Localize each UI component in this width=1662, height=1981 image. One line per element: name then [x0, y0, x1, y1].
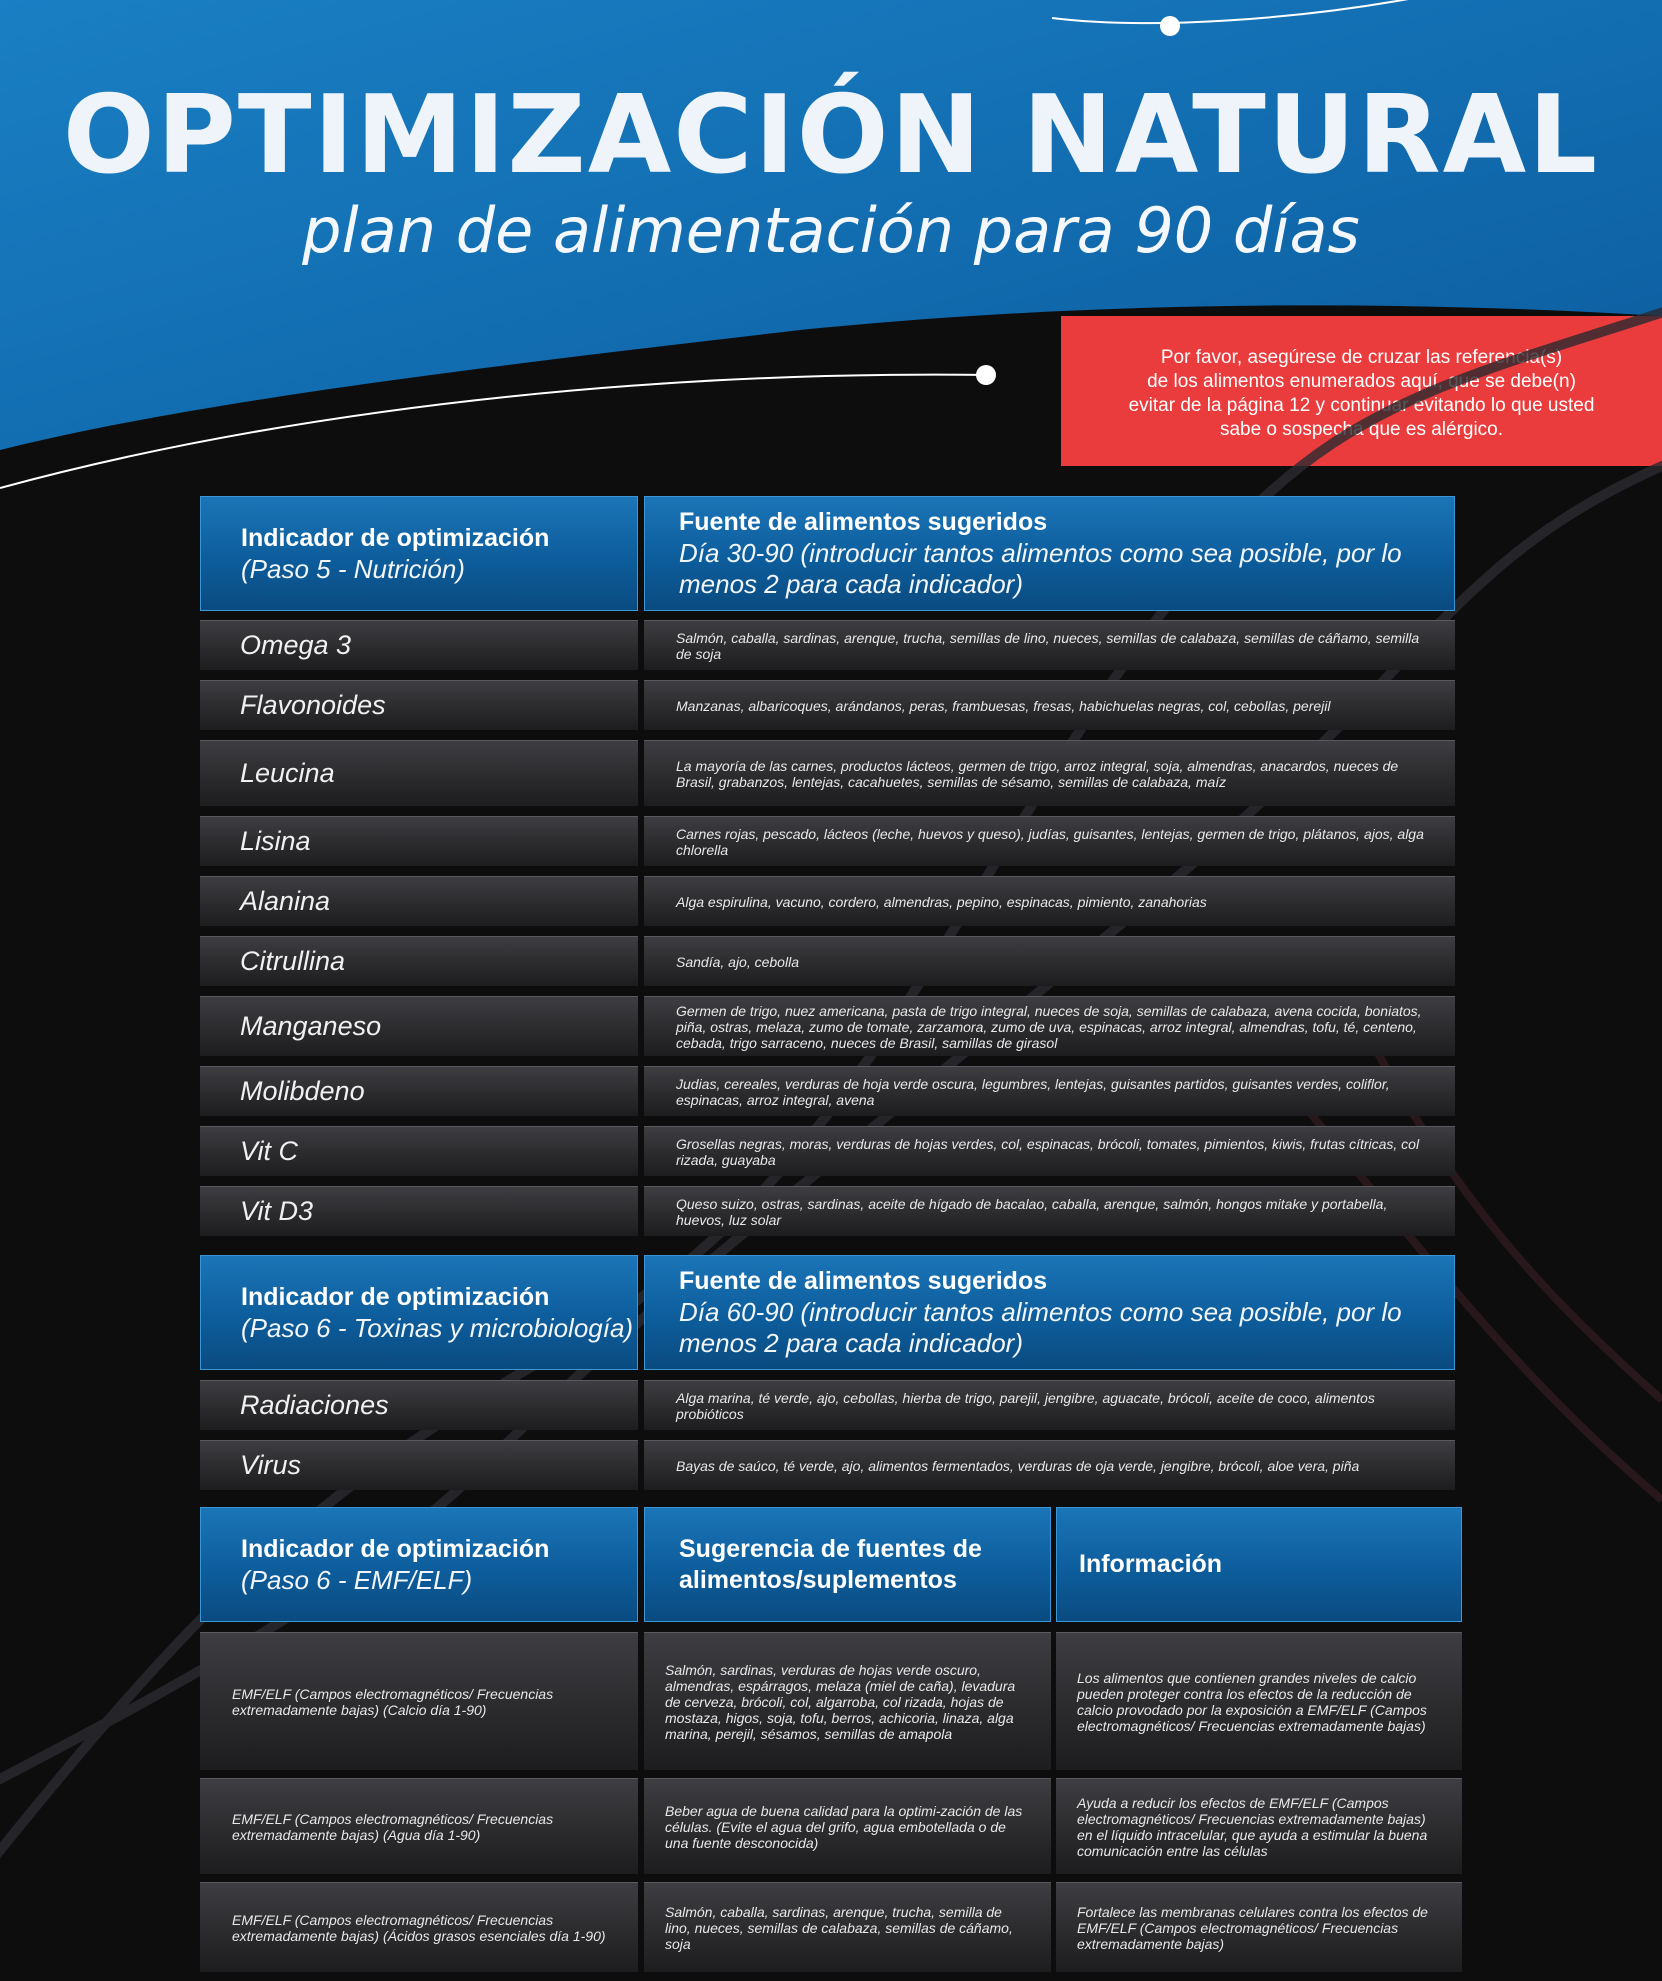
notice-line: evitar de la página 12 y continuar evitando lo que usted [1128, 395, 1595, 416]
table3-header-info-title: Información [1079, 1550, 1223, 1578]
table1-row-foods [644, 1186, 1455, 1236]
foods-text: Grosellas negras, moras, verduras de hojas verdes, col, espinacas, brócoli, tomates, pimientos, kiwis, frutas cítricas, col rizada, guayaba [676, 1135, 1420, 1168]
table1-row-indicator [200, 1066, 638, 1116]
table1-row-foods [644, 1066, 1455, 1116]
indicator-label: Alanina [240, 886, 331, 916]
foods-text: Alga espirulina, vacuno, cordero, almendras, pepino, espinacas, pimiento, zanahorias [676, 893, 1207, 910]
table2-header-step: (Paso 6 - Toxinas y microbiología) [241, 1312, 634, 1343]
notice-line: de los alimentos enumerados aquí, que se debe(n) [1147, 371, 1576, 392]
table3-row-sources [644, 1882, 1051, 1972]
table1-row-indicator [200, 816, 638, 866]
table1-row-indicator [200, 996, 638, 1056]
info-text: Fortalece las membranas celulares contra los efectos de EMF/ELF (Campos electromagnéticos/ Frecuencias extremadamente bajas) [1077, 1903, 1428, 1952]
notice-line: sabe o sospecha que es alérgico. [1219, 419, 1504, 440]
table1-row-indicator [200, 1126, 638, 1176]
table3-header-sources [644, 1507, 1051, 1622]
table1-row-foods [644, 1126, 1455, 1176]
table1-header-indicator [200, 496, 638, 611]
table1-header-foods-title: Fuente de alimentos sugeridos [679, 508, 1048, 536]
foods-text: Alga marina, té verde, ajo, cebollas, hierba de trigo, parejil, jengibre, aguacate, brócoli, aceite de coco, alimentos probióticos [676, 1389, 1375, 1422]
table3-header-sources-title: Sugerencia de fuentes de alimentos/suplementos [679, 1534, 982, 1594]
foods-text: Queso suizo, ostras, sardinas, aceite de hígado de bacalao, caballa, arenque, salmón, hongos mitake y portabella, huevos, luz solar [676, 1195, 1388, 1228]
indicator-label: Citrullina [240, 946, 346, 976]
info-text: Los alimentos que contienen grandes niveles de calcio pueden proteger contra los efectos de la reducción de calcio provodado por la exposición a EMF/ELF (Campos electromagnéticos/ Frecuencias extremadamente bajas) [1077, 1669, 1427, 1734]
table1-header-title: Indicador de optimización [241, 523, 550, 552]
table3-row-sources [644, 1632, 1051, 1770]
foods-text: Sandía, ajo, cebolla [676, 953, 799, 970]
table1-row-indicator [200, 740, 638, 806]
table2-header-indicator [200, 1255, 638, 1370]
table3-row-sources [644, 1778, 1051, 1874]
foods-text: Bayas de saúco, té verde, ajo, alimentos fermentados, verduras de oja verde, jengibre, brócoli, aloe vera, piña [676, 1457, 1360, 1474]
table2-row-indicator [200, 1440, 638, 1490]
table1-row-foods [644, 680, 1455, 730]
foods-text: La mayoría de las carnes, productos lácteos, germen de trigo, arroz integral, soja, almendras, anacardos, nueces de Brasil, grabanzos, lentejas, cacahuetes, semillas de sésamo, semillas de calabaza, maíz [676, 757, 1399, 790]
indicator-text: EMF/ELF (Campos electromagnéticos/ Frecuencias extremadamente bajas) (Ácidos grasos esenciales día 1-90) [232, 1911, 606, 1944]
table2-header-title: Indicador de optimización [241, 1282, 550, 1311]
foods-text: Judias, cereales, verduras de hoja verde oscura, legumbres, lentejas, guisantes partidos, guisantes verdes, coliflor, espinacas, arroz integral, avena [676, 1075, 1390, 1108]
table3-header-step: (Paso 6 - EMF/ELF) [241, 1564, 473, 1595]
sources-text: Beber agua de buena calidad para la optimi-zación de las células. (Evite el agua del grifo, agua embotellada o de una fuente desconocida) [665, 1802, 1023, 1851]
indicator-label: Lisina [240, 826, 311, 856]
table1-row-indicator [200, 620, 638, 670]
table1-row-foods [644, 876, 1455, 926]
indicator-label: Virus [240, 1450, 302, 1480]
table1-row-indicator [200, 680, 638, 730]
foods-text: Carnes rojas, pescado, lácteos (leche, huevos y queso), judías, guisantes, lentejas, germen de trigo, plátanos, ajos, alga chlorella [676, 825, 1424, 858]
indicator-text: EMF/ELF (Campos electromagnéticos/ Frecuencias extremadamente bajas) (Calcio día 1-90) [232, 1685, 554, 1718]
sources-text: Salmón, sardinas, verduras de hojas verde oscuro, almendras, espárragos, melaza (miel de caña), levadura de cerveza, brócoli, col, algarroba, col rizada, hojas de mostaza, higos, soja, tofu, berros, achicoria, linaza, alga marina, perejil, sésamos, semillas de amapola [665, 1661, 1016, 1742]
indicator-label: Vit C [240, 1136, 299, 1166]
table2-header-foods-days: Día 60-90 (introducir tantos alimentos como sea posible, por lo menos 2 para cada indicador) [679, 1297, 1402, 1358]
page-subtitle: plan de alimentación para 90 días [302, 194, 1360, 267]
table3-header-title: Indicador de optimización [241, 1534, 550, 1563]
table3-header-info [1056, 1507, 1462, 1622]
table1-row-foods [644, 816, 1455, 866]
foods-text: Salmón, caballa, sardinas, arenque, trucha, semillas de lino, nueces, semillas de calabaza, semillas de cáñamo, semilla de soja [676, 629, 1420, 662]
table3-row-info [1056, 1882, 1462, 1972]
table2-header-foods-title: Fuente de alimentos sugeridos [679, 1267, 1048, 1295]
notice-line: Por favor, asegúrese de cruzar las referencia(s) [1160, 347, 1563, 368]
table1-header-step: (Paso 5 - Nutrición) [241, 553, 465, 584]
table1-row-foods [644, 620, 1455, 670]
table1-row-foods [644, 740, 1455, 806]
indicator-label: Radiaciones [240, 1390, 389, 1420]
table1-header-foods-days: Día 30-90 (introducir tantos alimentos como sea posible, por lo menos 2 para cada indicador) [679, 538, 1402, 599]
foods-text: Manzanas, albaricoques, arándanos, peras, frambuesas, fresas, habichuelas negras, col, cebollas, perejil [676, 697, 1331, 714]
orbit-dot-top [1160, 16, 1180, 36]
indicator-label: Vit D3 [240, 1196, 314, 1226]
table1-row-foods [644, 996, 1455, 1056]
table2-row-foods [644, 1440, 1455, 1490]
table3-header-indicator [200, 1507, 638, 1622]
table1-row-foods [644, 936, 1455, 986]
table3-row-indicator [200, 1882, 638, 1972]
table1-row-indicator [200, 936, 638, 986]
indicator-label: Flavonoides [240, 690, 386, 720]
table2-header-foods [644, 1255, 1455, 1370]
indicator-text: EMF/ELF (Campos electromagnéticos/ Frecuencias extremadamente bajas) (Agua día 1-90) [232, 1810, 554, 1843]
table1-row-indicator [200, 876, 638, 926]
table2-row-indicator [200, 1380, 638, 1430]
indicator-label: Manganeso [240, 1011, 382, 1041]
foods-text: Germen de trigo, nuez americana, pasta de trigo integral, nueces de soja, semillas de calabaza, avena cocida, boniatos, piña, ostras, melaza, zumo de tomate, zarzamora, zumo de uva, espinacas, arroz integral, almendras, tofu, té, centeno, cebada, trigo sarraceno, nueces de Brasil, samillas de girasol [676, 1002, 1422, 1051]
table3-row-info [1056, 1632, 1462, 1770]
info-text: Ayuda a reducir los efectos de EMF/ELF (Campos electromagnéticos/ Frecuencias extremadamente bajas) en el líquido intracelular, que ayuda a estimular la buena comunicación entre las células [1077, 1794, 1428, 1859]
table3-row-info [1056, 1778, 1462, 1874]
indicator-label: Molibdeno [240, 1076, 365, 1106]
table3-row-indicator [200, 1632, 638, 1770]
page-title: OPTIMIZACIÓN NATURAL [62, 73, 1600, 198]
indicator-label: Omega 3 [240, 630, 352, 660]
table3-row-indicator [200, 1778, 638, 1874]
table2-row-foods [644, 1380, 1455, 1430]
sources-text: Salmón, caballa, sardinas, arenque, trucha, semilla de lino, nueces, semillas de calabaza, semillas de cáñamo, soja [665, 1903, 1013, 1952]
table1-header-foods [644, 496, 1455, 611]
indicator-label: Leucina [240, 758, 335, 788]
table1-row-indicator [200, 1186, 638, 1236]
